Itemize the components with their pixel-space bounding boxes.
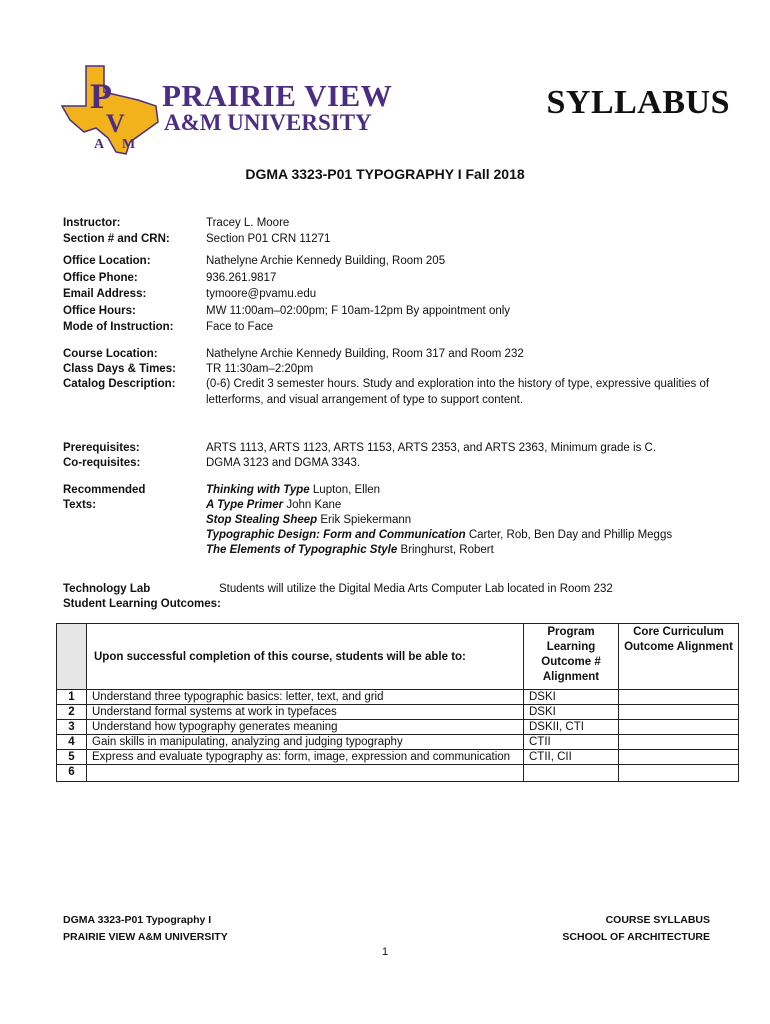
text-title: Typographic Design: Form and Communication [206, 529, 466, 541]
text-item [206, 527, 672, 542]
text-author: Lupton, Ellen [309, 484, 381, 496]
logo-line-1: PRAIRIE VIEW [162, 78, 393, 113]
texts-label: Texts: [63, 499, 97, 511]
office-phone-value: 936.261.9817 [206, 272, 277, 284]
footer-course: DGMA 3323-P01 Typography I [63, 914, 212, 926]
university-logo [60, 62, 393, 157]
row-outcome: Understand how typography generates meaning [87, 720, 524, 735]
text-author: Erik Spiekermann [317, 514, 412, 526]
footer-school: SCHOOL OF ARCHITECTURE [562, 931, 710, 943]
prereq-value: ARTS 1113, ARTS 1123, ARTS 1153, ARTS 2353, and ARTS 2363, Minimum grade is C. [206, 442, 657, 454]
instructor-label: Instructor: [63, 217, 121, 229]
office-location-label: Office Location: [63, 255, 151, 267]
mode-label: Mode of Instruction: [63, 321, 174, 333]
footer-doc-type: COURSE SYLLABUS [605, 914, 710, 926]
section-value: Section P01 CRN 11271 [206, 233, 331, 245]
class-days-value: TR 11:30am–2:20pm [206, 363, 314, 375]
text-item [206, 512, 672, 527]
footer-left [63, 912, 228, 946]
office-phone-label: Office Phone: [63, 272, 138, 284]
row-outcome: Understand formal systems at work in typefaces [87, 705, 524, 720]
row-num: 6 [57, 765, 87, 782]
class-days-label: Class Days & Times: [63, 363, 176, 375]
row-plo [524, 765, 619, 782]
row-outcome: Express and evaluate typography as: form, image, expression and communication [87, 750, 524, 765]
instructor-value: Tracey L. Moore [206, 217, 290, 229]
header-num-cell [57, 624, 87, 690]
course-location-value: Nathelyne Archie Kennedy Building, Room 317 and Room 232 [206, 348, 524, 360]
text-author: Bringhurst, Robert [397, 544, 494, 556]
course-location-label: Course Location: [63, 348, 158, 360]
svg-text:V: V [106, 109, 125, 138]
text-title: A Type Primer [206, 499, 284, 511]
row-num: 2 [57, 705, 87, 720]
section-label: Section # and CRN: [63, 233, 170, 245]
table-row [57, 750, 739, 765]
course-heading: DGMA 3323-P01 TYPOGRAPHY I Fall 2018 [245, 166, 525, 182]
text-title: The Elements of Typographic Style [206, 544, 398, 556]
footer-university: PRAIRIE VIEW A&M UNIVERSITY [63, 931, 228, 943]
office-hours-label: Office Hours: [63, 305, 136, 317]
row-num: 5 [57, 750, 87, 765]
page-number: 1 [381, 946, 389, 958]
coreq-value: DGMA 3123 and DGMA 3343. [206, 457, 361, 469]
slo-label: Student Learning Outcomes: [63, 598, 221, 610]
logo-line-2: A&M UNIVERSITY [164, 110, 372, 135]
text-item [206, 542, 672, 557]
plo-header: Program Learning Outcome # Alignment [524, 624, 619, 690]
row-num: 1 [57, 690, 87, 705]
coreq-label: Co-requisites: [63, 457, 141, 469]
row-plo: CTII, CII [524, 750, 619, 765]
footer-right [562, 912, 710, 946]
email-value[interactable]: tymoore@pvamu.edu [206, 288, 317, 300]
text-title: Thinking with Type [206, 484, 310, 496]
prereq-label: Prerequisites: [63, 442, 140, 454]
table-row [57, 720, 739, 735]
row-core [619, 720, 739, 735]
text-title: Stop Stealing Sheep [206, 514, 318, 526]
texas-star-logo-icon [60, 62, 164, 157]
row-core [619, 765, 739, 782]
table-row [57, 735, 739, 750]
email-label: Email Address: [63, 288, 147, 300]
table-row [57, 765, 739, 782]
row-core [619, 705, 739, 720]
svg-text:M: M [122, 137, 136, 152]
row-num: 4 [57, 735, 87, 750]
row-plo: CTII [524, 735, 619, 750]
text-item [206, 482, 672, 497]
mode-value: Face to Face [206, 321, 274, 333]
row-core [619, 690, 739, 705]
row-plo: DSKI [524, 690, 619, 705]
row-plo: DSKII, CTI [524, 720, 619, 735]
row-outcome: Gain skills in manipulating, analyzing and judging typography [87, 735, 524, 750]
text-author: Carter, Rob, Ben Day and Phillip Meggs [465, 529, 673, 541]
catalog-label: Catalog Description: [63, 378, 176, 390]
text-author: John Kane [283, 499, 342, 511]
document-title: SYLLABUS [546, 84, 730, 121]
row-outcome: Understand three typographic basics: letter, text, and grid [87, 690, 524, 705]
svg-text:P: P [90, 76, 112, 116]
office-hours-value: MW 11:00am–02:00pm; F 10am-12pm By appointment only [206, 305, 511, 317]
recommended-label: Recommended [63, 484, 146, 496]
row-core [619, 735, 739, 750]
svg-text:A: A [94, 137, 105, 152]
row-num: 3 [57, 720, 87, 735]
row-core [619, 750, 739, 765]
table-header-row [57, 624, 739, 690]
outcomes-table [56, 623, 739, 782]
office-location-value: Nathelyne Archie Kennedy Building, Room 205 [206, 255, 446, 267]
row-plo: DSKI [524, 705, 619, 720]
table-row [57, 690, 739, 705]
texts-list [206, 482, 672, 557]
table-row [57, 705, 739, 720]
catalog-value: (0-6) Credit 3 semester hours. Study and exploration into the history of type, expressive qualities of letterforms, and visual arrangement of type to support content. [206, 378, 710, 406]
intro-header: Upon successful completion of this course, students will be able to: [87, 624, 524, 690]
tech-lab-value: Students will utilize the Digital Media Arts Computer Lab located in Room 232 [219, 583, 613, 595]
row-outcome [87, 765, 524, 782]
tech-lab-label: Technology Lab [63, 583, 151, 595]
core-header: Core Curriculum Outcome Alignment [619, 624, 739, 690]
text-item [206, 497, 672, 512]
